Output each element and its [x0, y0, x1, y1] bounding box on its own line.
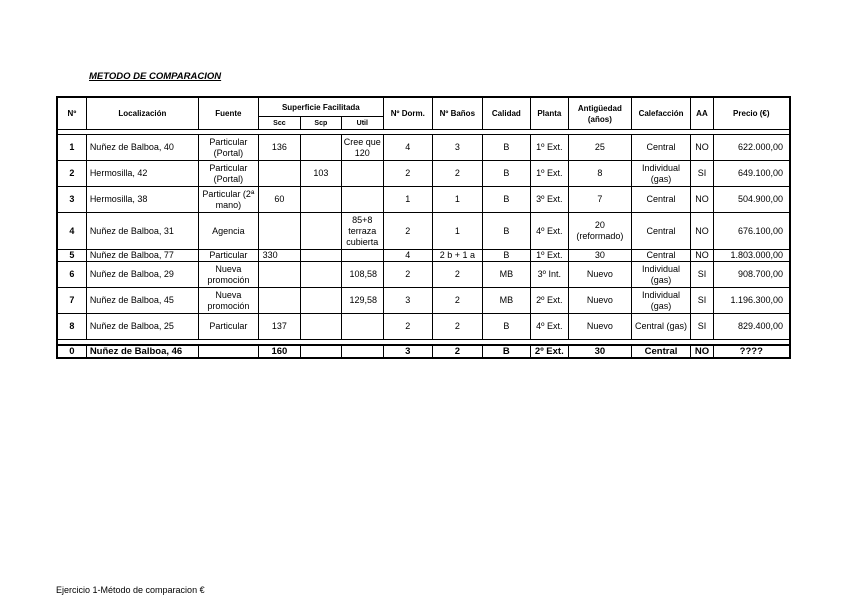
header-scc: Scc — [258, 117, 300, 130]
table-row — [57, 262, 790, 288]
cell-fuente — [199, 345, 259, 358]
cell-localizacion: Nuñez de Balboa, 25 — [86, 314, 198, 340]
header-antiguedad: Antigüedad (años) — [569, 97, 632, 130]
cell-scp — [301, 288, 341, 314]
cell-util — [341, 314, 383, 340]
cell-aa: NO — [691, 250, 713, 262]
cell-calefaccion: Individual (gas) — [631, 262, 691, 288]
cell-calefaccion: Central — [631, 135, 691, 161]
cell-n: 0 — [57, 345, 86, 358]
cell-antiguedad: Nuevo — [569, 288, 632, 314]
cell-planta: 4º Ext. — [530, 213, 568, 250]
cell-dorm: 2 — [384, 213, 433, 250]
comparison-table — [56, 96, 791, 359]
header-superficie: Superficie Facilitada — [258, 97, 383, 117]
cell-scc: 137 — [258, 314, 300, 340]
cell-antiguedad: 7 — [569, 187, 632, 213]
cell-scp: 103 — [301, 161, 341, 187]
cell-banos: 2 — [432, 262, 483, 288]
cell-scc: 330 — [258, 250, 300, 262]
cell-fuente: Particular — [199, 250, 259, 262]
cell-localizacion: Nuñez de Balboa, 45 — [86, 288, 198, 314]
cell-scp — [301, 345, 341, 358]
cell-antiguedad: 8 — [569, 161, 632, 187]
cell-planta: 1º Ext. — [530, 135, 568, 161]
cell-precio: 622.000,00 — [713, 135, 790, 161]
cell-scp — [301, 314, 341, 340]
cell-n: 2 — [57, 161, 86, 187]
cell-antiguedad: 30 — [569, 345, 632, 358]
cell-n: 8 — [57, 314, 86, 340]
cell-precio: 649.100,00 — [713, 161, 790, 187]
header-calefaccion: Calefacción — [631, 97, 691, 130]
cell-localizacion: Nuñez de Balboa, 31 — [86, 213, 198, 250]
cell-antiguedad: 20 (reformado) — [569, 213, 632, 250]
cell-dorm: 4 — [384, 250, 433, 262]
cell-precio: 829.400,00 — [713, 314, 790, 340]
header-aa: AA — [691, 97, 713, 130]
page-footer: Ejercicio 1-Método de comparacion € — [56, 585, 205, 595]
cell-scp — [301, 187, 341, 213]
cell-util — [341, 161, 383, 187]
cell-precio: 1.196.300,00 — [713, 288, 790, 314]
cell-precio: 1.803.000,00 — [713, 250, 790, 262]
cell-util — [341, 345, 383, 358]
cell-dorm: 4 — [384, 135, 433, 161]
header-precio: Precio (€) — [713, 97, 790, 130]
cell-planta: 1º Ext. — [530, 161, 568, 187]
cell-banos: 2 b + 1 a — [432, 250, 483, 262]
cell-calidad: B — [483, 250, 531, 262]
cell-scc — [258, 262, 300, 288]
cell-planta: 2º Ext. — [530, 345, 568, 358]
cell-planta: 3º Int. — [530, 262, 568, 288]
header-fuente: Fuente — [199, 97, 259, 130]
cell-aa: SI — [691, 262, 713, 288]
cell-aa: NO — [691, 345, 713, 358]
page-title: METODO DE COMPARACION — [89, 71, 222, 82]
cell-precio: 504.900,00 — [713, 187, 790, 213]
table-row — [57, 161, 790, 187]
cell-calidad: B — [483, 314, 531, 340]
cell-planta: 2º Ext. — [530, 288, 568, 314]
cell-localizacion: Nuñez de Balboa, 29 — [86, 262, 198, 288]
header-util: Util — [341, 117, 383, 130]
cell-localizacion: Nuñez de Balboa, 40 — [86, 135, 198, 161]
cell-fuente: Particular — [199, 314, 259, 340]
cell-banos: 2 — [432, 345, 483, 358]
cell-scc — [258, 161, 300, 187]
cell-fuente: Particular (Portal) — [199, 135, 259, 161]
cell-planta: 4º Ext. — [530, 314, 568, 340]
cell-banos: 2 — [432, 288, 483, 314]
cell-calefaccion: Individual (gas) — [631, 288, 691, 314]
header-localizacion: Localización — [86, 97, 198, 130]
cell-planta: 3º Ext. — [530, 187, 568, 213]
cell-util — [341, 187, 383, 213]
cell-dorm: 3 — [384, 345, 433, 358]
table-row — [57, 288, 790, 314]
header-n: Nº — [57, 97, 86, 130]
cell-planta: 1º Ext. — [530, 250, 568, 262]
table-row — [57, 187, 790, 213]
cell-calidad: MB — [483, 262, 531, 288]
cell-aa: NO — [691, 213, 713, 250]
cell-scc: 160 — [258, 345, 300, 358]
cell-calidad: MB — [483, 288, 531, 314]
cell-fuente: Nueva promoción — [199, 288, 259, 314]
cell-calidad: B — [483, 135, 531, 161]
cell-banos: 2 — [432, 161, 483, 187]
header-dorm: Nº Dorm. — [384, 97, 433, 130]
cell-localizacion: Hermosilla, 42 — [86, 161, 198, 187]
cell-calidad: B — [483, 213, 531, 250]
cell-scc — [258, 288, 300, 314]
cell-antiguedad: 30 — [569, 250, 632, 262]
cell-scp — [301, 250, 341, 262]
cell-calefaccion: Central (gas) — [631, 314, 691, 340]
cell-calidad: B — [483, 161, 531, 187]
cell-n: 5 — [57, 250, 86, 262]
cell-util: 85+8 terraza cubierta — [341, 213, 383, 250]
table-row — [57, 250, 790, 262]
cell-fuente: Agencia — [199, 213, 259, 250]
cell-fuente: Nueva promoción — [199, 262, 259, 288]
cell-calefaccion: Central — [631, 250, 691, 262]
cell-scc: 60 — [258, 187, 300, 213]
cell-n: 7 — [57, 288, 86, 314]
cell-util: 129,58 — [341, 288, 383, 314]
cell-fuente: Particular (2ª mano) — [199, 187, 259, 213]
cell-calefaccion: Individual (gas) — [631, 161, 691, 187]
cell-precio: ???? — [713, 345, 790, 358]
cell-calidad: B — [483, 345, 531, 358]
cell-util: 108,58 — [341, 262, 383, 288]
cell-fuente: Particular (Portal) — [199, 161, 259, 187]
cell-dorm: 1 — [384, 187, 433, 213]
cell-localizacion: Nuñez de Balboa, 77 — [86, 250, 198, 262]
header-banos: Nº Baños — [432, 97, 483, 130]
cell-dorm: 3 — [384, 288, 433, 314]
cell-calefaccion: Central — [631, 213, 691, 250]
cell-n: 4 — [57, 213, 86, 250]
cell-calefaccion: Central — [631, 345, 691, 358]
header-calidad: Calidad — [483, 97, 531, 130]
cell-n: 6 — [57, 262, 86, 288]
header-planta: Planta — [530, 97, 568, 130]
cell-scp — [301, 135, 341, 161]
table-row — [57, 135, 790, 161]
cell-calidad: B — [483, 187, 531, 213]
table-row — [57, 213, 790, 250]
cell-scp — [301, 262, 341, 288]
cell-scc: 136 — [258, 135, 300, 161]
cell-calefaccion: Central — [631, 187, 691, 213]
cell-n: 3 — [57, 187, 86, 213]
cell-dorm: 2 — [384, 262, 433, 288]
cell-aa: SI — [691, 161, 713, 187]
cell-n: 1 — [57, 135, 86, 161]
cell-antiguedad: Nuevo — [569, 314, 632, 340]
cell-localizacion: Nuñez de Balboa, 46 — [86, 345, 198, 358]
cell-util: Cree que 120 — [341, 135, 383, 161]
cell-banos: 1 — [432, 213, 483, 250]
cell-scc — [258, 213, 300, 250]
header-scp: Scp — [301, 117, 341, 130]
cell-banos: 1 — [432, 187, 483, 213]
cell-precio: 676.100,00 — [713, 213, 790, 250]
table-row — [57, 314, 790, 340]
cell-aa: NO — [691, 187, 713, 213]
cell-precio: 908.700,00 — [713, 262, 790, 288]
cell-banos: 3 — [432, 135, 483, 161]
cell-localizacion: Hermosilla, 38 — [86, 187, 198, 213]
cell-banos: 2 — [432, 314, 483, 340]
cell-aa: SI — [691, 314, 713, 340]
cell-aa: NO — [691, 135, 713, 161]
cell-dorm: 2 — [384, 314, 433, 340]
subject-row — [57, 345, 790, 358]
cell-aa: SI — [691, 288, 713, 314]
cell-antiguedad: 25 — [569, 135, 632, 161]
cell-scp — [301, 213, 341, 250]
cell-dorm: 2 — [384, 161, 433, 187]
cell-util — [341, 250, 383, 262]
cell-antiguedad: Nuevo — [569, 262, 632, 288]
